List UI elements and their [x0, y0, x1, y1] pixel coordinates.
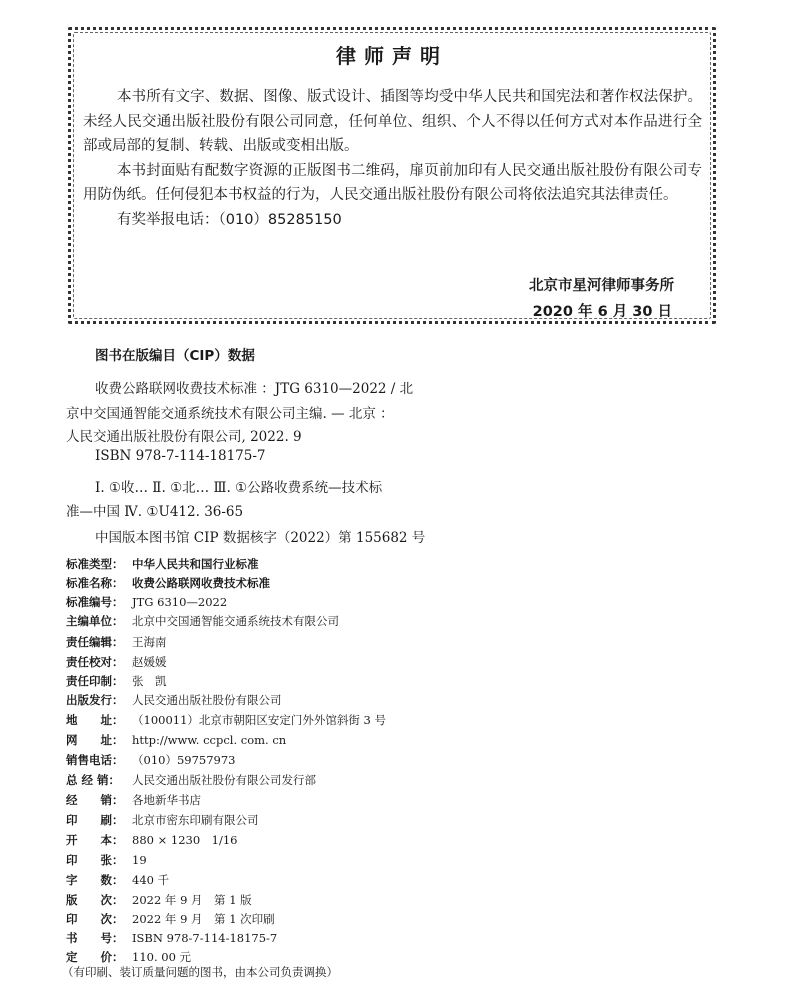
spec-label: 责任印制： [66, 674, 124, 688]
spec-value: 19 [132, 853, 147, 867]
spec-row [66, 911, 275, 929]
cip-line: 人民交通出版社股份有限公司, 2022. 9 [66, 429, 302, 445]
spec-value: 人民交通出版社股份有限公司 [132, 693, 282, 707]
spec-value: http://www. ccpcl. com. cn [132, 733, 287, 747]
spec-label: 责任编辑： [66, 635, 124, 649]
spec-row [66, 575, 270, 593]
spec-label: 印 张： [66, 853, 124, 867]
spec-row [66, 812, 259, 830]
spec-label: 出版发行： [66, 693, 124, 707]
spec-label: 销售电话： [66, 753, 124, 767]
spec-row [66, 673, 167, 691]
spec-row [66, 613, 339, 631]
spec-label: 标准编号： [66, 595, 124, 609]
spec-value: 王海南 [132, 635, 167, 649]
spec-label: 版 次： [66, 893, 124, 907]
spec-row [66, 732, 286, 750]
spec-value: 北京市密东印刷有限公司 [132, 813, 259, 827]
cip-record-number: 中国版本图书馆 CIP 数据核字（2022）第 155682 号 [95, 530, 426, 546]
spec-label: 责任校对： [66, 655, 124, 669]
spec-label: 印 次： [66, 912, 124, 926]
spec-value: 赵媛媛 [132, 655, 167, 669]
spec-value: 2022 年 9 月 第 1 版 [132, 893, 252, 907]
spec-value: 2022 年 9 月 第 1 次印刷 [132, 912, 275, 926]
spec-label: 总 经 销： [66, 773, 121, 787]
spec-label: 经 销： [66, 793, 124, 807]
cip-isbn: ISBN 978-7-114-18175-7 [95, 448, 266, 464]
notice-title: 律师声明 [336, 44, 448, 68]
spec-row [66, 792, 201, 810]
notice-date: 2020 年 6 月 30 日 [532, 304, 672, 320]
spec-value: 北京中交国通智能交通系统技术有限公司 [132, 614, 339, 628]
spec-label: 开 本： [66, 833, 124, 847]
notice-hotline: 有奖举报电话：（010）85285150 [117, 211, 342, 228]
spec-value: JTG 6310—2022 [132, 595, 228, 609]
cip-heading: 图书在版编目（CIP）数据 [95, 348, 255, 364]
spec-value: 440 千 [132, 873, 170, 887]
spec-row [66, 692, 282, 710]
spec-row [66, 772, 316, 790]
spec-row [66, 634, 167, 652]
spec-value: （100011）北京市朝阳区安定门外外馆斜街 3 号 [132, 713, 387, 727]
spec-label: 书 号： [66, 931, 124, 945]
spec-row [66, 892, 252, 910]
spec-value: （010）59757973 [132, 753, 236, 767]
spec-value: 人民交通出版社股份有限公司发行部 [132, 773, 316, 787]
lawyer-notice-box [68, 27, 716, 324]
spec-row [66, 654, 167, 672]
spec-row [66, 930, 277, 948]
spec-label: 网 址： [66, 733, 124, 747]
spec-label: 字 数： [66, 873, 124, 887]
spec-label: 印 刷： [66, 813, 124, 827]
spec-row [66, 832, 238, 850]
spec-label: 地 址： [66, 713, 124, 727]
cip-classification: Ⅰ. ①收… Ⅱ. ①北… Ⅲ. ①公路收费系统—技术标 [95, 480, 383, 496]
spec-value: 张 凯 [132, 674, 167, 688]
quality-footnote: （有印刷、装订质量问题的图书，由本公司负责调换） [62, 965, 338, 979]
spec-label: 标准类型： [66, 557, 124, 571]
spec-value: 收费公路联网收费技术标准 [132, 576, 270, 590]
spec-row [66, 872, 169, 890]
spec-row [66, 594, 227, 612]
spec-label: 定 价： [66, 950, 124, 964]
spec-value: ISBN 978-7-114-18175-7 [132, 931, 278, 945]
cip-classification: 准—中国 Ⅳ. ①U412. 36-65 [66, 504, 244, 520]
spec-row [66, 712, 386, 730]
notice-paragraph: 本书所有文字、数据、图像、版式设计、插图等均受中华人民共和国宪法和著作权法保护。未经人民交通出版社股份有限公司同意，任何单位、组织、个人不得以任何方式对本作品进行全部或局部的复制、转载、出版或变相出版。 [83, 89, 702, 154]
cip-line: 收费公路联网收费技术标准 ：JTG 6310—2022 / 北 [95, 381, 414, 397]
spec-row [66, 752, 235, 770]
spec-label: 标准名称： [66, 576, 124, 590]
cip-line: 京中交国通智能交通系统技术有限公司主编. — 北京 ： [66, 406, 394, 422]
spec-label: 主编单位： [66, 614, 124, 628]
notice-paragraph: 本书封面贴有配数字资源的正版图书二维码，扉页前加印有人民交通出版社股份有限公司专用防伪纸。任何侵犯本书权益的行为，人民交通出版社股份有限公司将依法追究其法律责任。 [83, 162, 702, 203]
notice-law-firm: 北京市星河律师事务所 [529, 278, 674, 294]
spec-value: 中华人民共和国行业标准 [132, 557, 259, 571]
notice-body [83, 85, 702, 232]
spec-row [66, 852, 147, 870]
spec-value: 110. 00 元 [132, 950, 192, 964]
spec-row [66, 556, 259, 574]
spec-value: 各地新华书店 [132, 793, 201, 807]
spec-value: 880 × 1230 1/16 [132, 833, 238, 847]
